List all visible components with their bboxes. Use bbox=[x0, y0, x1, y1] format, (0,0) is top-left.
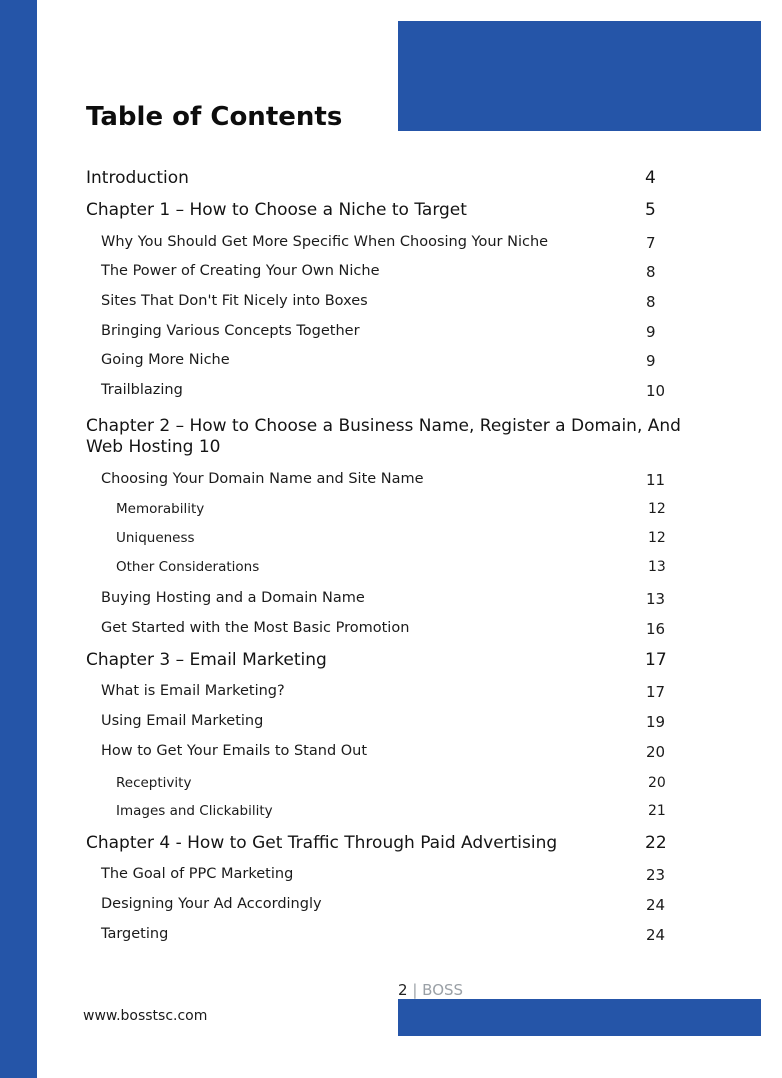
toc-entry-title: Bringing Various Concepts Together bbox=[101, 323, 360, 339]
toc-entry-page: 8 bbox=[646, 263, 656, 281]
toc-entry-page: 9 bbox=[646, 352, 656, 370]
footer-website: www.bosstsc.com bbox=[83, 1008, 208, 1024]
toc-entry-page: 22 bbox=[645, 833, 667, 853]
toc-entry-page: 17 bbox=[645, 650, 667, 670]
left-accent-bar bbox=[0, 0, 37, 1078]
footer-page-number: 2 bbox=[398, 981, 408, 999]
toc-entry-page: 4 bbox=[645, 168, 656, 188]
toc-entry-title: Designing Your Ad Accordingly bbox=[101, 896, 322, 912]
toc-entry-page: 8 bbox=[646, 293, 656, 311]
toc-entry-page: 24 bbox=[646, 926, 666, 944]
toc-entry-title: Images and Clickability bbox=[116, 803, 273, 819]
footer-separator: | bbox=[412, 981, 418, 999]
footer-brand: BOSS bbox=[422, 981, 464, 999]
toc-entry-page: 20 bbox=[648, 775, 666, 791]
toc-entry-page: 13 bbox=[648, 559, 666, 575]
toc-entry-title: Buying Hosting and a Domain Name bbox=[101, 590, 365, 606]
toc-entry-title: Using Email Marketing bbox=[101, 713, 264, 729]
toc-entry-page: 20 bbox=[646, 743, 666, 761]
footer-accent-block bbox=[398, 999, 761, 1036]
toc-entry-title: How to Get Your Emails to Stand Out bbox=[101, 743, 368, 759]
toc-entry-title: Other Considerations bbox=[116, 559, 260, 575]
toc-entry-title: Chapter 1 – How to Choose a Niche to Target bbox=[86, 200, 467, 220]
toc-entry-page: 19 bbox=[646, 713, 666, 731]
toc-entry-title: Choosing Your Domain Name and Site Name bbox=[101, 471, 424, 487]
toc-entry-title: Why You Should Get More Specific When Choosing Your Niche bbox=[101, 234, 549, 250]
toc-entry-page: 9 bbox=[646, 323, 656, 341]
toc-entry-title: Memorability bbox=[116, 501, 205, 517]
toc-entry-page: 21 bbox=[648, 803, 666, 819]
toc-entry-page: 13 bbox=[646, 590, 666, 608]
toc-entry-chapter-2 bbox=[86, 416, 686, 458]
toc-entry-page: 7 bbox=[646, 234, 656, 252]
toc-entry-page: 11 bbox=[646, 471, 666, 489]
toc-entry-title: Get Started with the Most Basic Promotion bbox=[101, 620, 410, 636]
toc-entry-title: Going More Niche bbox=[101, 352, 230, 368]
toc-entry-page: 5 bbox=[645, 200, 656, 220]
toc-entry-page: 12 bbox=[648, 530, 666, 546]
toc-entry-title: Uniqueness bbox=[116, 530, 195, 546]
header-accent-block bbox=[398, 21, 761, 131]
toc-entry-page: 12 bbox=[648, 501, 666, 517]
toc-entry-title: The Goal of PPC Marketing bbox=[101, 866, 294, 882]
toc-entry-page: 10 bbox=[646, 382, 666, 400]
toc-entry-page: 24 bbox=[646, 896, 666, 914]
footer-page-label bbox=[398, 981, 463, 999]
toc-entry-title: Chapter 4 - How to Get Traffic Through Paid Advertising bbox=[86, 833, 558, 853]
toc-entry-title: The Power of Creating Your Own Niche bbox=[101, 263, 380, 279]
toc-entry-title: Introduction bbox=[86, 168, 189, 188]
toc-entry-title: Sites That Don't Fit Nicely into Boxes bbox=[101, 293, 368, 309]
toc-entry-page: 17 bbox=[646, 683, 666, 701]
toc-entry-title: What is Email Marketing? bbox=[101, 683, 285, 699]
toc-entry-title: Chapter 3 – Email Marketing bbox=[86, 650, 327, 670]
toc-entry-page: 16 bbox=[646, 620, 666, 638]
toc-entry-title: Trailblazing bbox=[101, 382, 183, 398]
toc-entry-page: 23 bbox=[646, 866, 666, 884]
toc-entry-title: Chapter 2 – How to Choose a Business Name, Register a Domain, And Web Hosting 10 bbox=[86, 416, 681, 457]
toc-entry-title: Receptivity bbox=[116, 775, 192, 791]
toc-entry-title: Targeting bbox=[101, 926, 169, 942]
page-title: Table of Contents bbox=[86, 102, 343, 132]
